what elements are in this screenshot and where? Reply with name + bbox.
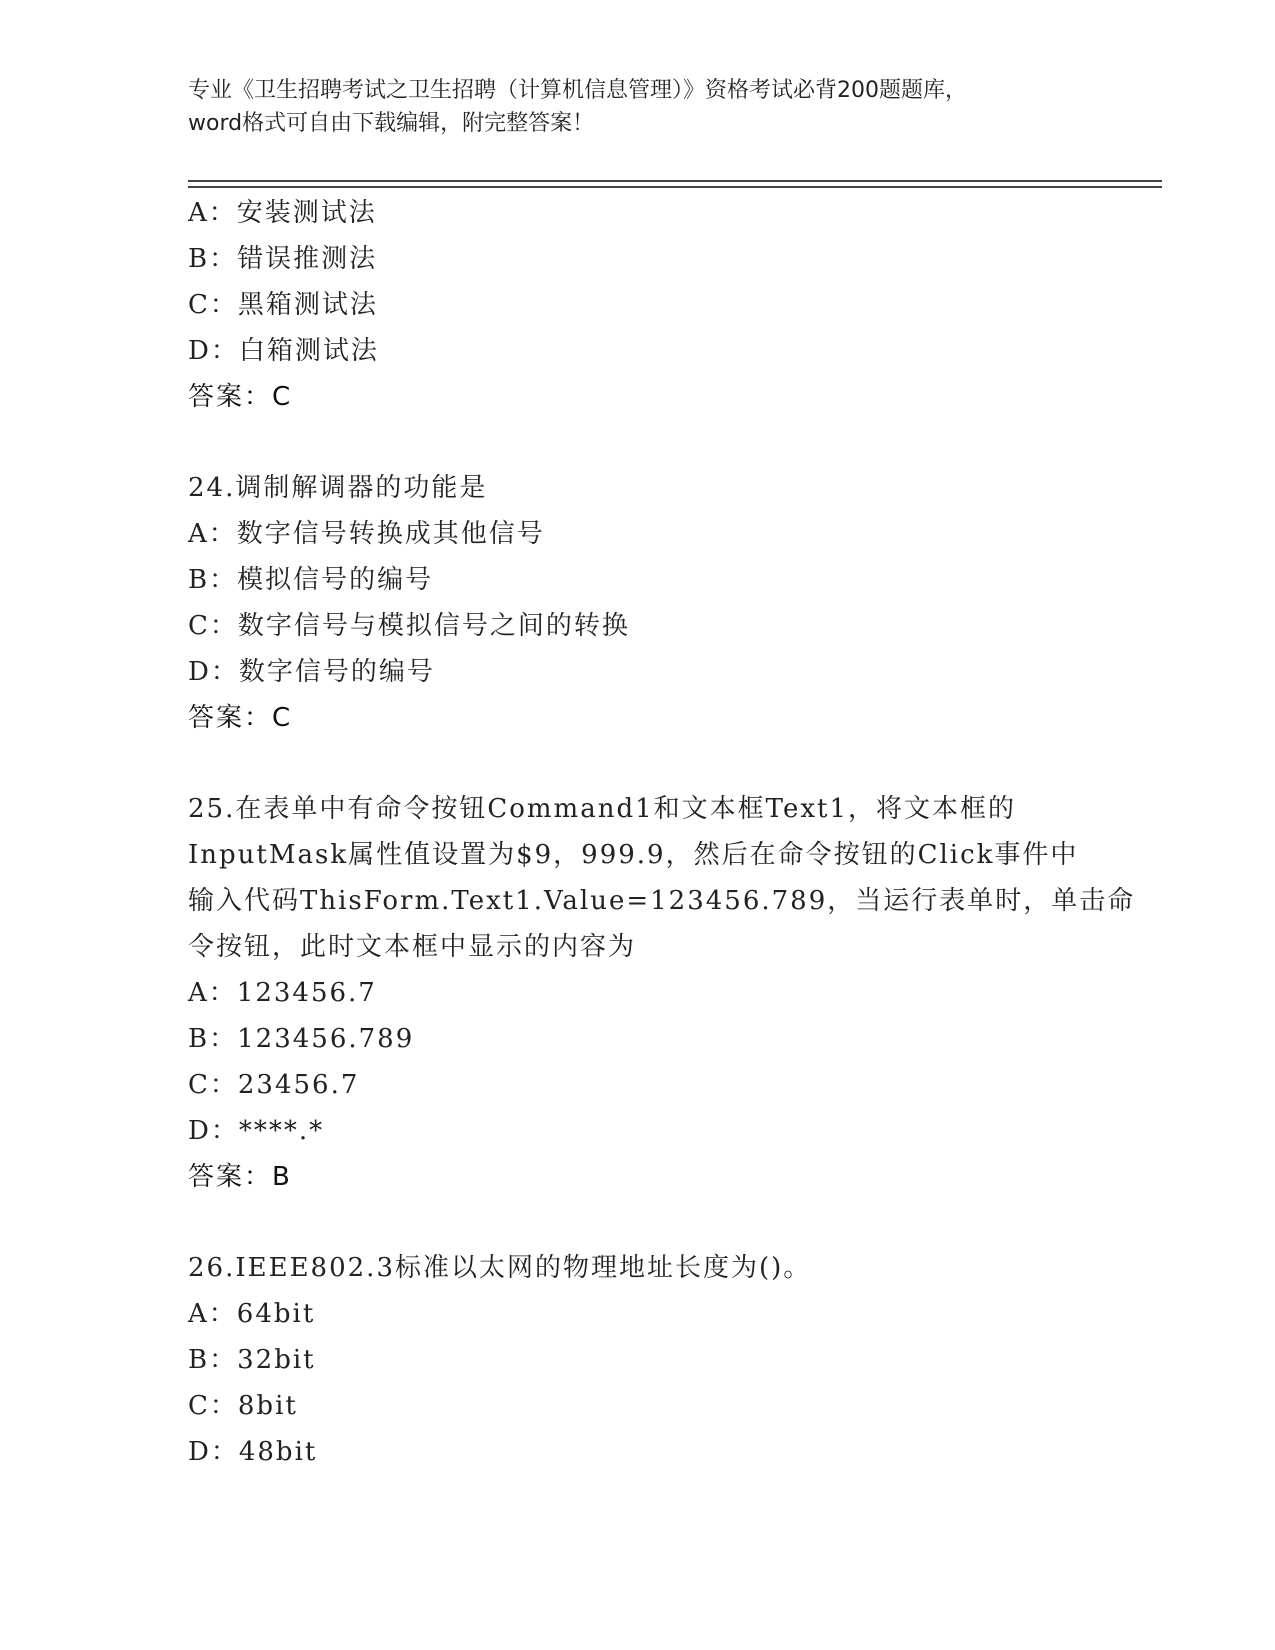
option-b: B：32bit (188, 1345, 316, 1375)
question-spacer (188, 420, 1088, 465)
document-header (188, 74, 1088, 140)
header-divider-bottom (188, 186, 1162, 188)
option-b: B：模拟信号的编号 (188, 565, 434, 595)
option-a: A：数字信号转换成其他信号 (188, 519, 545, 549)
option-c: C：数字信号与模拟信号之间的转换 (188, 611, 630, 641)
option-c: C：黑箱测试法 (188, 290, 378, 320)
question-stem-line-2: InputMask属性值设置为$9，999.9，然后在命令按钮的Click事件中 (188, 840, 1079, 870)
option-c: C：8bit (188, 1391, 298, 1421)
option-d: D：白箱测试法 (188, 336, 379, 366)
question-stem-line-1: 25.在表单中有命令按钮Command1和文本框Text1，将文本框的 (188, 794, 1016, 824)
question-stem: 24.调制解调器的功能是 (188, 473, 488, 503)
question-list (188, 190, 1136, 1475)
question-25 (188, 786, 1136, 1200)
question-spacer (188, 741, 1088, 786)
question-26 (188, 1245, 1088, 1475)
question-24 (188, 465, 1088, 741)
header-title-line-2: word格式可自由下载编辑，附完整答案！ (188, 111, 595, 136)
option-b: B：123456.789 (188, 1024, 415, 1054)
question-stem-line-3: 输入代码ThisForm.Text1.Value=123456.789，当运行表单时，单击命 (188, 886, 1136, 916)
header-divider-top (188, 180, 1162, 182)
question-stem-line-4: 令按钮，此时文本框中显示的内容为 (188, 932, 637, 962)
option-a: A：安装测试法 (188, 198, 377, 228)
option-d: D：数字信号的编号 (188, 657, 435, 687)
question-23 (188, 190, 1088, 420)
question-stem: 26.IEEE802.3标准以太网的物理地址长度为()。 (188, 1253, 812, 1283)
option-d: D：48bit (188, 1437, 318, 1467)
answer-line: 答案：B (188, 1162, 292, 1192)
option-a: A：123456.7 (188, 978, 377, 1008)
option-d: D：****.* (188, 1116, 325, 1146)
option-c: C：23456.7 (188, 1070, 360, 1100)
header-title-line-1: 专业《卫生招聘考试之卫生招聘（计算机信息管理）》资格考试必背200题题库， (188, 78, 967, 103)
question-spacer (188, 1200, 1088, 1245)
option-a: A：64bit (188, 1299, 316, 1329)
answer-line: 答案：C (188, 382, 293, 412)
answer-line: 答案：C (188, 703, 293, 733)
option-b: B：错误推测法 (188, 244, 378, 274)
